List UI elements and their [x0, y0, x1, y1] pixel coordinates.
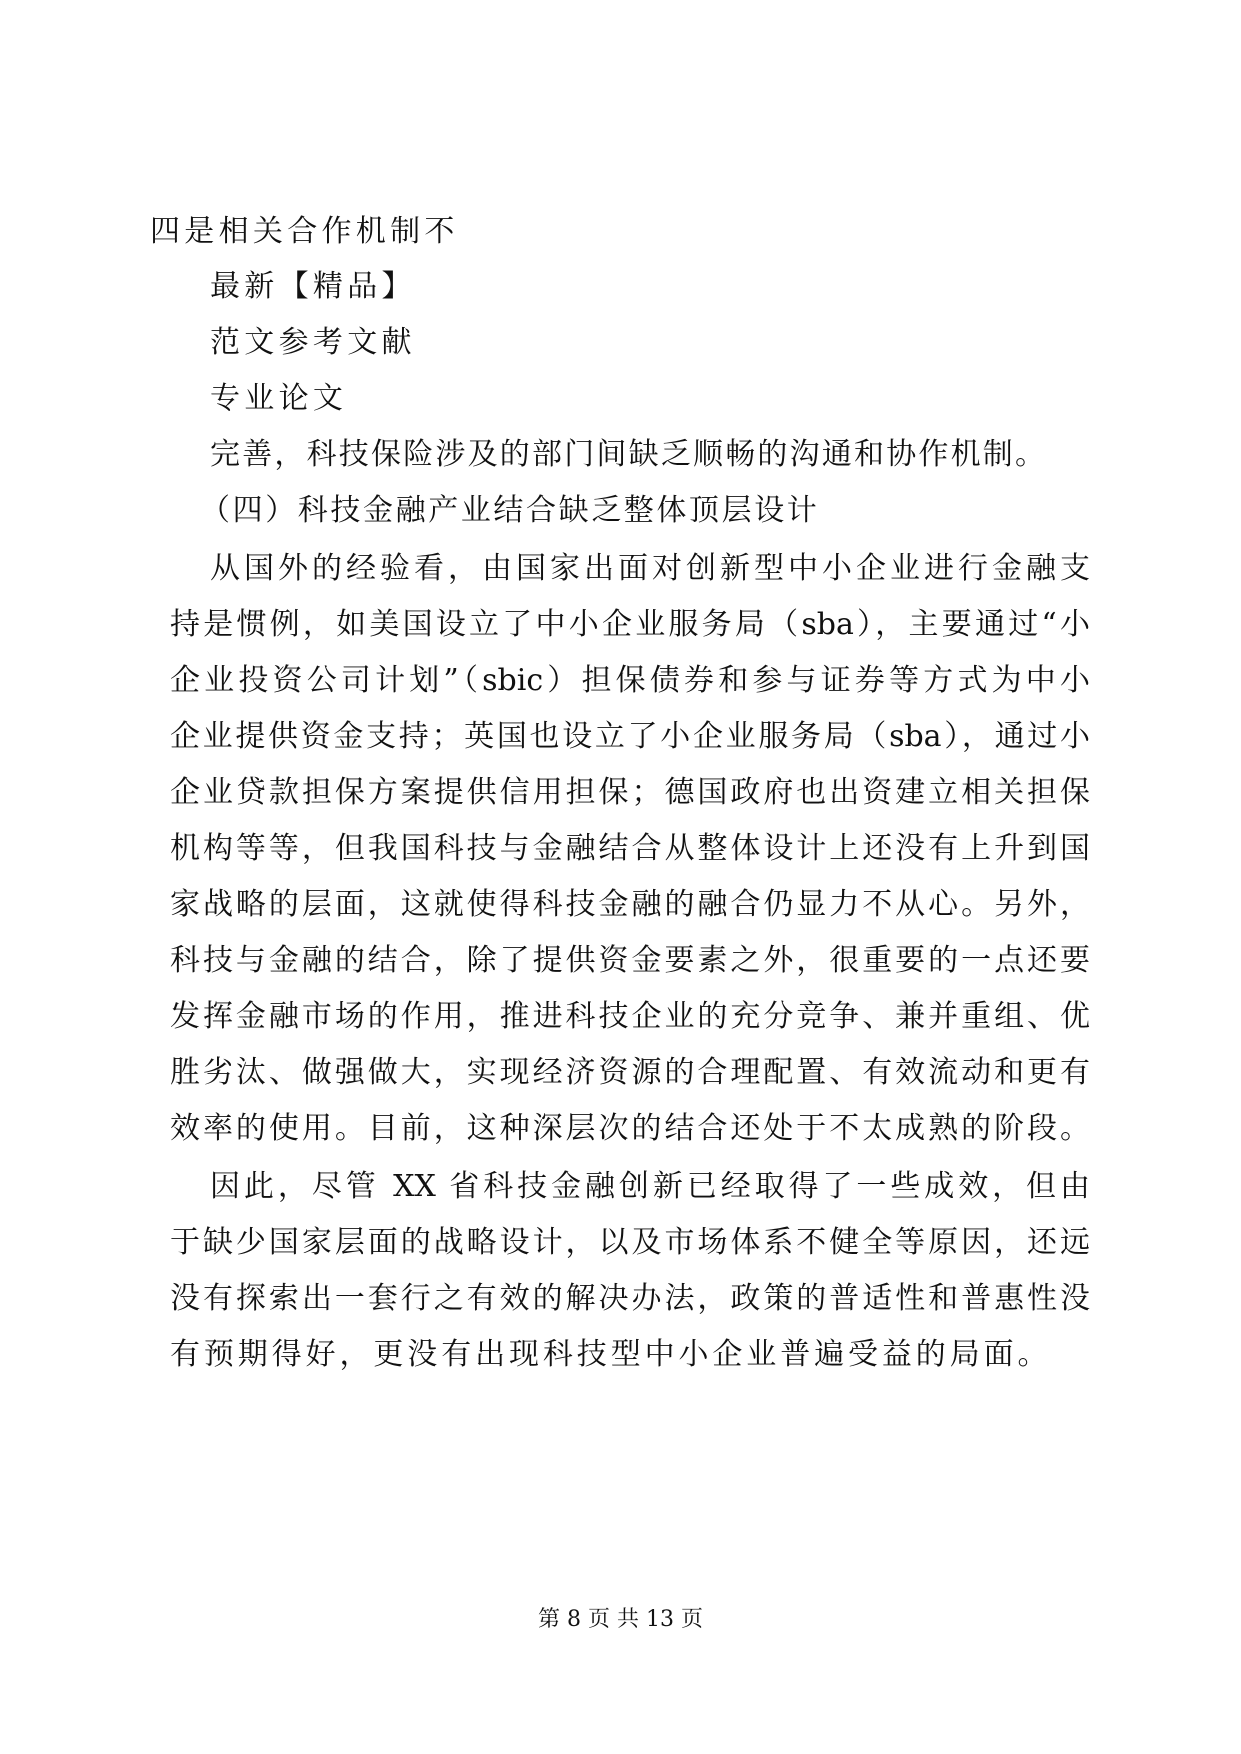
- paragraph-line: 持是惯例，如美国设立了中小企业服务局（sba），主要通过“小: [170, 607, 1090, 642]
- paragraph-line: 企业投资公司计划”（sbic）担保债券和参与证券等方式为中小: [170, 663, 1090, 698]
- paragraph-line: 家战略的层面，这就使得科技金融的融合仍显力不从心。另外，: [170, 887, 1090, 922]
- paragraph-line: 效率的使用。目前，这种深层次的结合还处于不太成熟的阶段。: [170, 1111, 1090, 1146]
- paragraph-line: 胜劣汰、做强做大，实现经济资源的合理配置、有效流动和更有: [170, 1055, 1090, 1090]
- paragraph-line: 因此，尽管 XX 省科技金融创新已经取得了一些成效，但由: [210, 1169, 1090, 1204]
- section-heading: （四）科技金融产业结合缺乏整体顶层设计: [200, 493, 820, 528]
- text-line: 完善，科技保险涉及的部门间缺乏顺畅的沟通和协作机制。: [210, 437, 1048, 472]
- paragraph-line: 机构等等，但我国科技与金融结合从整体设计上还没有上升到国: [170, 831, 1090, 866]
- page-footer: 第 8 页 共 13 页: [538, 1607, 703, 1632]
- paragraph-line: 发挥金融市场的作用，推进科技企业的充分竞争、兼并重组、优: [170, 999, 1090, 1034]
- paragraph-line: 有预期得好，更没有出现科技型中小企业普遍受益的局面。: [170, 1337, 1052, 1372]
- text-line: 范文参考文献: [210, 325, 416, 360]
- paragraph-line: 企业提供资金支持；英国也设立了小企业服务局（sba），通过小: [170, 719, 1090, 754]
- text-line: 四是相关合作机制不: [150, 214, 459, 249]
- paragraph-line: 没有探索出一套行之有效的解决办法，政策的普适性和普惠性没: [170, 1281, 1090, 1316]
- paragraph-line: 企业贷款担保方案提供信用担保；德国政府也出资建立相关担保: [170, 775, 1090, 810]
- paragraph-line: 从国外的经验看，由国家出面对创新型中小企业进行金融支: [210, 551, 1090, 586]
- text-line: 专业论文: [210, 381, 348, 416]
- paragraph-line: 于缺少国家层面的战略设计，以及市场体系不健全等原因，还远: [170, 1225, 1090, 1260]
- text-line: 最新【精品】: [210, 269, 416, 304]
- paragraph-line: 科技与金融的结合，除了提供资金要素之外，很重要的一点还要: [170, 943, 1090, 978]
